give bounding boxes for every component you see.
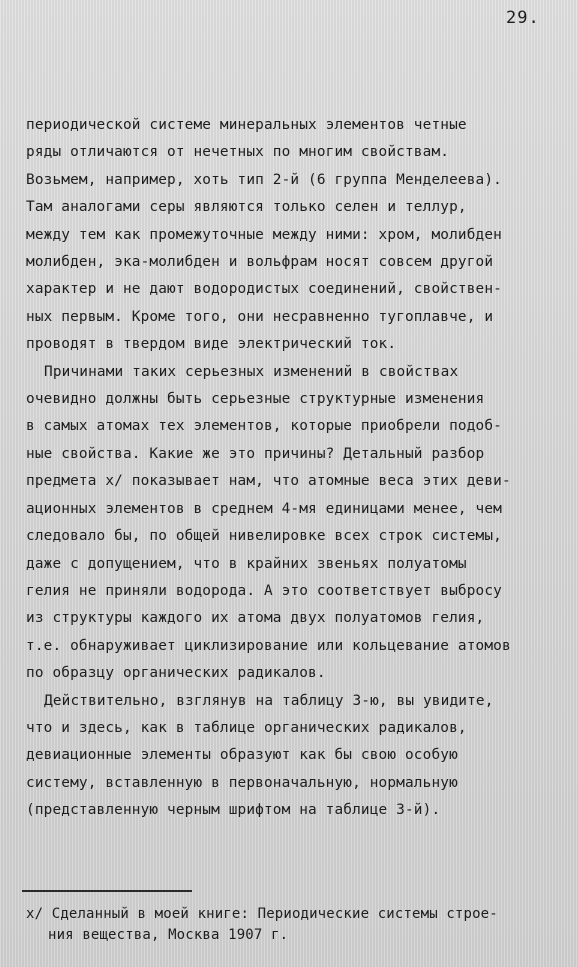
text-line: даже с допущением, что в крайних звеньях полуатомы	[26, 555, 467, 572]
footnote-line: х/ Сделанный в моей книге: Периодические системы строе-	[26, 906, 498, 922]
text-line: ационных элементов в среднем 4-мя единицами менее, чем	[26, 500, 502, 517]
text-line: в самых атомах тех элементов, которые приобрели подоб-	[26, 418, 502, 435]
footnote	[26, 904, 574, 946]
text-line: (представленную черным шрифтом на таблице 3-й).	[26, 802, 441, 819]
text-line: молибден, эка-молибден и вольфрам носят совсем другой	[26, 254, 494, 271]
paragraph-start-line: Причинами таких серьезных изменений в свойствах	[44, 363, 459, 380]
text-line: Возьмем, например, хоть тип 2-й (6 группа Менделеева).	[26, 171, 502, 188]
text-line: ных первым. Кроме того, они несравненно тугоплавче, и	[26, 308, 494, 325]
text-line: из структуры каждого их атома двух полуатомов гелия,	[26, 610, 485, 627]
footnote-divider	[22, 890, 192, 892]
text-line: Там аналогами серы являются только селен и теллур,	[26, 199, 467, 216]
text-line: что и здесь, как в таблице органических радикалов,	[26, 719, 467, 736]
text-line: предмета х/ показывает нам, что атомные веса этих деви-	[26, 473, 511, 490]
text-line: характер и не дают водородистых соединений, свойствен-	[26, 281, 502, 298]
body-text	[26, 112, 570, 825]
text-line: ряды отличаются от нечетных по многим свойствам.	[26, 144, 450, 161]
text-line: гелия не приняли водорода. А это соответствует выбросу	[26, 582, 502, 599]
text-line: по образцу органических радикалов.	[26, 665, 326, 682]
page-number: 29.	[506, 8, 540, 28]
text-line: ные свойства. Какие же это причины? Детальный разбор	[26, 445, 485, 462]
text-line: проводят в твердом виде электрический ток.	[26, 336, 397, 353]
footnote-line: ния вещества, Москва 1907 г.	[48, 927, 289, 943]
text-line: девиационные элементы образуют как бы свою особую	[26, 747, 458, 764]
text-line: следовало бы, по общей нивелировке всех строк системы,	[26, 528, 502, 545]
text-line: между тем как промежуточные между ними: хром, молибден	[26, 226, 502, 243]
text-line: очевидно должны быть серьезные структурные изменения	[26, 391, 485, 408]
text-line: т.е. обнаруживает циклизирование или кольцевание атомов	[26, 637, 511, 654]
text-line: систему, вставленную в первоначальную, нормальную	[26, 774, 458, 791]
paragraph-start-line: Действительно, взглянув на таблицу 3-ю, вы увидите,	[44, 692, 494, 709]
text-line: периодической системе минеральных элементов четные	[26, 117, 467, 133]
